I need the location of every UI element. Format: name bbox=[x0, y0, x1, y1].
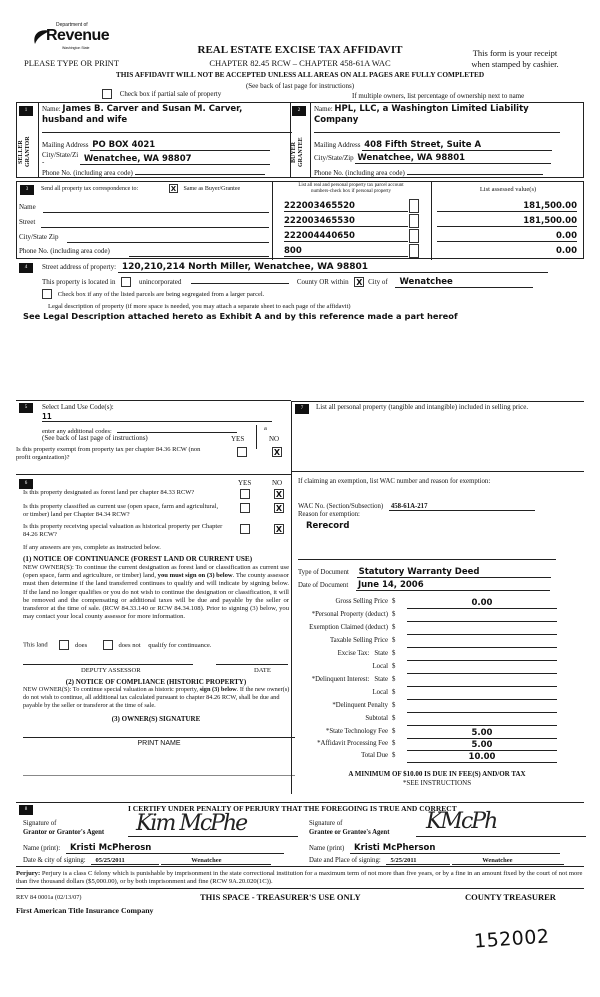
section-number-3: 3 bbox=[20, 185, 34, 195]
correspondence-city-field[interactable] bbox=[67, 233, 269, 243]
county-field[interactable] bbox=[191, 276, 289, 284]
grantee-signature-field[interactable] bbox=[416, 836, 586, 837]
document-type[interactable]: Statutory Warranty Deed bbox=[357, 567, 551, 578]
assessed-value[interactable]: 181,500.00 bbox=[437, 216, 577, 227]
fee-row: *State Technology Fee $ 5.00 bbox=[292, 728, 582, 740]
same-as-buyer-checkbox[interactable]: X bbox=[170, 185, 177, 193]
personal-property-checkbox[interactable] bbox=[409, 244, 419, 258]
city-checkbox[interactable]: X bbox=[356, 278, 363, 288]
taxable-selling-price[interactable] bbox=[407, 637, 557, 648]
seller-mailing-address[interactable]: PO BOX 4021 bbox=[90, 140, 270, 151]
section-land-use: 5 Select Land Use Code(s): 11 enter any additional codes: a (See back of last page of instructions) YES NO Is this property exempt from property tax per chapter 84.36 RCW (non profit organization)? X bbox=[16, 400, 291, 470]
deputy-assessor-signature-field[interactable] bbox=[23, 664, 193, 665]
divider bbox=[298, 559, 556, 560]
does-not-qualify-checkbox[interactable] bbox=[103, 640, 113, 650]
delinquent-penalty[interactable] bbox=[407, 702, 557, 713]
owner-print-name-field[interactable] bbox=[23, 775, 295, 776]
forest-land-no-checkbox[interactable]: X bbox=[275, 490, 283, 499]
buyer-name[interactable]: HPL, LLC, a Washington Limited Liability bbox=[334, 104, 529, 114]
parcel-number[interactable]: 222003465530 bbox=[284, 216, 408, 227]
treasurer-use: THIS SPACE - TREASURER'S USE ONLY bbox=[200, 892, 361, 902]
fee-row: Subtotal $ bbox=[292, 715, 582, 728]
owner-signature-field[interactable] bbox=[23, 737, 295, 738]
does-qualify-checkbox[interactable] bbox=[59, 640, 69, 650]
divider bbox=[256, 425, 257, 449]
partial-sale-checkbox[interactable] bbox=[102, 89, 112, 99]
title-company: First American Title Insurance Company bbox=[16, 906, 154, 915]
historic-no-checkbox[interactable]: X bbox=[275, 525, 283, 534]
fee-row: Excise Tax: State $ bbox=[292, 650, 582, 663]
seller-city-state-zip[interactable]: Wenatchee, WA 98807 bbox=[80, 154, 270, 165]
wac-number-field[interactable]: 458-61A-217 bbox=[389, 503, 535, 511]
property-street-address[interactable]: 120,210,214 North Miller, Wenatchee, WA 98801 bbox=[118, 262, 548, 273]
buyer-mailing-address[interactable]: 408 Fifth Street, Suite A bbox=[362, 140, 552, 151]
divider bbox=[310, 102, 311, 178]
land-use-code[interactable]: 11 bbox=[42, 412, 52, 421]
divider bbox=[314, 132, 560, 133]
assessed-value[interactable]: 0.00 bbox=[437, 231, 577, 242]
grantee-date[interactable]: 5/25/2011 bbox=[386, 857, 450, 865]
personal-property-label: List all personal property (tangible and intangible) included in selling price. bbox=[316, 403, 529, 411]
fee-row: Taxable Selling Price $ bbox=[292, 637, 582, 650]
section-number-4: 4 bbox=[19, 263, 33, 273]
buyer-section: 2 BUYER GRANTEE Name: HPL, LLC, a Washington Limited Liability Company Mailing Address 408 Fifth Street, Suite A City/State/Zip Wenatchee, WA 98801 Phone No. (including area code) bbox=[290, 102, 584, 178]
divider bbox=[431, 182, 432, 260]
fee-row: Local $ bbox=[292, 689, 582, 702]
divider bbox=[38, 102, 39, 178]
section-number-5: 5 bbox=[19, 403, 33, 413]
acceptance-warning: THIS AFFIDAVIT WILL NOT BE ACCEPTED UNLESS ALL AREAS ON ALL PAGES ARE FULLY COMPLETED bbox=[115, 70, 485, 79]
please-type: PLEASE TYPE OR PRINT bbox=[24, 58, 120, 68]
historic-yes-checkbox[interactable] bbox=[240, 524, 250, 534]
section-correspondence: 3 Send all property tax correspondence to: X Same as Buyer/Grantee Name Street City/State Zip Phone No. (including area code) List all real and personal property tax parcel account numbers-check box if personal property List assessed value(s) 222003465520 222003465530 222004440650 800 181,500.00 181,500.00 0.00 0.00 bbox=[16, 181, 584, 259]
form-chapter: CHAPTER 82.45 RCW – CHAPTER 458-61A WAC bbox=[209, 58, 391, 68]
fee-row: *Personal Property (deduct) $ bbox=[292, 611, 582, 624]
grantor-signature-field[interactable] bbox=[128, 836, 298, 837]
gross-selling-price[interactable]: 0.00 bbox=[407, 598, 557, 609]
partial-sale: Check box if partial sale of property bbox=[102, 89, 221, 99]
correspondence-street-field[interactable] bbox=[41, 218, 269, 228]
current-use-yes-checkbox[interactable] bbox=[240, 503, 250, 513]
exempt-no-checkbox[interactable]: X bbox=[273, 448, 281, 457]
section-number-6: 6 bbox=[19, 479, 33, 489]
section-number-8: 8 bbox=[19, 805, 33, 815]
subtotal[interactable] bbox=[407, 715, 557, 726]
certify-statement: I CERTIFY UNDER PENALTY OF PERJURY THAT THE FOREGOING IS TRUE AND CORRECT bbox=[128, 804, 457, 813]
parcel-number[interactable]: 222003465520 bbox=[284, 201, 408, 212]
section-7-exemption-fees: If claiming an exemption, list WAC number and reason for exemption: WAC No. (Section/Subsection) 458-61A-217 Reason for exemption: Rerecord Type of Document Statutory Warranty Deed Date of Document June 14, 2006 Gross Selling Price $ 0.00 *Personal Property (deduct) $ Exemption Claimed (deduct) $ Taxable Selling Price $ Excise Tax: State $ Local $ *Delinquent Interest: State $ Local $ *Delinquent Penalty $ Subtotal $ *State Technology Fee $ 5.00 *Affidavit Processing Fee $ 5.00 Total Due $ 10.00 A MINIMUM OF $10.00 IS DUE IN FEE(S) AND/OR TAX *SEE INSTRUCTIONS bbox=[291, 471, 584, 794]
fee-row: Total Due $ 10.00 bbox=[292, 752, 582, 764]
parcel-number[interactable]: 222004440650 bbox=[284, 231, 408, 242]
city-field[interactable]: Wenatchee bbox=[395, 277, 533, 288]
section-number-2: 2 bbox=[292, 106, 306, 116]
divider bbox=[42, 132, 292, 133]
handwritten-number: 152002 bbox=[473, 925, 551, 953]
grantor-city[interactable]: Wenatchee bbox=[161, 857, 271, 865]
state-technology-fee[interactable]: 5.00 bbox=[407, 728, 557, 739]
parcel-row bbox=[284, 214, 424, 228]
correspondence-name-field[interactable] bbox=[43, 203, 269, 213]
grantee-signature: KMcPh bbox=[426, 809, 497, 834]
parcel-number[interactable]: 800 bbox=[284, 246, 408, 257]
dor-logo: Department of Revenue Washington State bbox=[32, 22, 100, 52]
section-number-1: 1 bbox=[19, 106, 33, 116]
legal-description[interactable]: See Legal Description attached hereto as Exhibit A and by this reference made a part hereof bbox=[23, 311, 458, 321]
receipt-note: This form is your receipt when stamped by cashier. bbox=[471, 48, 559, 69]
notice-continuance-text: NEW OWNER(S): To continue the current designation as forest land or classification as current use (open space, farm and agriculture, or timber) land, you must sign on (3) below. The county assessor must then determine if the land transferred continues to qualify and will indicate by signing below. If the land no longer qualifies or you do not wish to continue the designation or classification, it will be removed and the compensating or additional taxes will be due and payable by the seller or transferor at the time of sale. (RCW 84.33.140 or RCW 84.34.108). Prior to signing (3) below, you may contact your local county assessor for more information. bbox=[23, 564, 289, 621]
county-treasurer: COUNTY TREASURER bbox=[465, 892, 556, 902]
seller-name-line2[interactable]: husband and wife bbox=[42, 115, 128, 125]
grantee-city[interactable]: Wenatchee bbox=[452, 857, 564, 865]
buyer-phone[interactable] bbox=[407, 166, 543, 175]
divider bbox=[16, 888, 584, 889]
grantor-print-name[interactable]: Kristi McPherosn bbox=[66, 843, 284, 854]
divider bbox=[272, 182, 273, 260]
excise-tax-local[interactable] bbox=[407, 663, 557, 674]
grantor-signature: Kim McPhe bbox=[136, 811, 247, 836]
affidavit-processing-fee[interactable]: 5.00 bbox=[407, 740, 557, 751]
form-title: REAL ESTATE EXCISE TAX AFFIDAVIT bbox=[197, 44, 403, 56]
buyer-city-state-zip[interactable]: Wenatchee, WA 98801 bbox=[355, 153, 551, 164]
see-back-note: (See back of last page for instructions) bbox=[245, 82, 355, 90]
buyer-side-label: BUYER GRANTEE bbox=[291, 137, 304, 167]
perjury-notice: Perjury: Perjury is a class C felony which is punishable by imprisonment in the state correctional institution for a maximum term of not more than five years, or by a fine in an amount fixed by the court of not more than five thousand dollars ($5,000.00), or by both imprisonment and fine (RCW 9A.20.020(1C)). bbox=[16, 866, 584, 886]
delinquent-interest-state[interactable] bbox=[407, 676, 557, 687]
assessor-date-field[interactable] bbox=[216, 664, 288, 665]
section-6: 6 YES NO Is this property designated as forest land per chapter 84.33 RCW? X Is this property classified as current use (open space, farm and agricultural, or timber) land per Chapter 84.34 RCW? X Is this property receiving special valuation as historical property per Chapter 84.26 RCW? X If any answers are yes, complete as instructed below. (1) NOTICE OF CONTINUANCE (FOREST LAND OR CURRENT USE) NEW OWNER(S): To continue the current designation as forest land or classification as current use (open space, farm and agriculture, or timber) land, you must sign on (3) below. The county assessor must then determine if the land transferred continues to qualify and will indicate by signing below. If the land no longer qualifies or you do not wish to continue the designation or classification, it will be removed and the compensating or additional taxes will be due and payable by the seller or transferor at the time of sale. (RCW 84.33.140 or RCW 84.34.108). Prior to signing (3) below, you may contact your local county assessor for more information. This land does does not qualify for continuance. DEPUTY ASSESSOR DATE (2) NOTICE OF COMPLIANCE (HISTORIC PROPERTY) NEW OWNER(S): To continue special valuation as historic property, sign (3) below. If the new owner(s) do not wish to continue, all additional tax calculated pursuant to chapter 84.26 RCW, shall be due and payable by the seller or transferor at the time of sale. (3) OWNER(S) SIGNATURE PRINT NAME bbox=[16, 474, 291, 794]
seller-side-label: SELLER GRANTOR bbox=[18, 136, 31, 168]
personal-property-checkbox[interactable] bbox=[409, 214, 419, 228]
exemption-claimed-deduct[interactable] bbox=[407, 624, 557, 635]
assessed-value[interactable]: 0.00 bbox=[556, 246, 577, 256]
additional-codes-field[interactable] bbox=[117, 425, 237, 433]
seller-name[interactable]: James B. Carver and Susan M. Carver, bbox=[62, 104, 243, 114]
personal-property-deduct[interactable] bbox=[407, 611, 557, 622]
personal-property-checkbox[interactable] bbox=[409, 229, 419, 243]
buyer-name-line2[interactable]: Company bbox=[314, 115, 359, 125]
section-number-7: 7 bbox=[295, 404, 309, 414]
correspondence-phone-field[interactable] bbox=[129, 247, 269, 257]
total-due[interactable]: 10.00 bbox=[407, 752, 557, 763]
fee-row: Gross Selling Price $ 0.00 bbox=[292, 598, 582, 611]
parcel-row bbox=[284, 244, 424, 258]
fee-row: *Affidavit Processing Fee $ 5.00 bbox=[292, 740, 582, 752]
exemption-reason[interactable]: Rerecord bbox=[306, 521, 350, 531]
segregated-checkbox[interactable] bbox=[42, 289, 52, 299]
fee-row: Exemption Claimed (deduct) $ bbox=[292, 624, 582, 637]
fee-row: *Delinquent Penalty $ bbox=[292, 702, 582, 715]
parcel-row bbox=[284, 199, 424, 213]
fee-row: Local $ bbox=[292, 663, 582, 676]
current-use-no-checkbox[interactable]: X bbox=[275, 504, 283, 513]
seller-section: 1 SELLER GRANTOR Name: James B. Carver and Susan M. Carver, husband and wife Mailing Address PO BOX 4021 City/State/Zi Wenatchee, WA 98807 - Phone No. (including area code) bbox=[16, 102, 290, 178]
assessed-value[interactable]: 181,500.00 bbox=[437, 201, 577, 212]
section-property: 4 Street address of property: 120,210,214 North Miller, Wenatchee, WA 98801 This property is located in unincorporated County OR within X City of Wenatchee Check box if any of the listed parcels are being segregated from a larger parcel. Legal description of property (if more space is needed, you may attach a separate sheet to each page of the affidavit) See Legal Description attached hereto as Exhibit A and by this reference made a part hereof bbox=[16, 261, 584, 321]
fee-row: *Delinquent Interest: State $ bbox=[292, 676, 582, 689]
exempt-yes-checkbox[interactable] bbox=[237, 447, 247, 457]
document-date[interactable]: June 14, 2006 bbox=[356, 580, 550, 591]
notice-compliance-text: NEW OWNER(S): To continue special valuation as historic property, sign (3) below. If the new owner(s) do not wish to continue, all additional tax calculated pursuant to chapter 84.26 RCW, shall be due and payable by the seller or transferor at the time of sale. bbox=[23, 686, 290, 709]
delinquent-interest-local[interactable] bbox=[407, 689, 557, 700]
form-revision: REV 84 0001a (02/13/07) bbox=[16, 894, 82, 901]
parcel-row bbox=[284, 229, 424, 243]
excise-tax-state[interactable] bbox=[407, 650, 557, 661]
seller-phone[interactable] bbox=[135, 166, 265, 175]
forest-land-yes-checkbox[interactable] bbox=[240, 489, 250, 499]
section-personal-property bbox=[291, 401, 584, 471]
grantee-print-name[interactable]: Kristi McPherson bbox=[350, 843, 560, 854]
unincorporated-checkbox[interactable] bbox=[121, 277, 131, 287]
section-certification: 8 I CERTIFY UNDER PENALTY OF PERJURY THAT THE FOREGOING IS TRUE AND CORRECT Signature of Grantor or Grantor's Agent Kim McPhe Name (print): Kristi McPherosn Date & city of signing: 05/25/2011 Wenatchee Signature of Grantee or Grantee's Agent KMcPh Name (print) Kristi McPherson Date and Place of signing: 5/25/2011 Wenatchee bbox=[16, 802, 584, 864]
personal-property-checkbox[interactable] bbox=[409, 199, 419, 213]
multiple-owners-note: If multiple owners, list percentage of ownership next to name bbox=[352, 92, 525, 100]
grantor-date[interactable]: 05/25/2011 bbox=[91, 857, 159, 865]
